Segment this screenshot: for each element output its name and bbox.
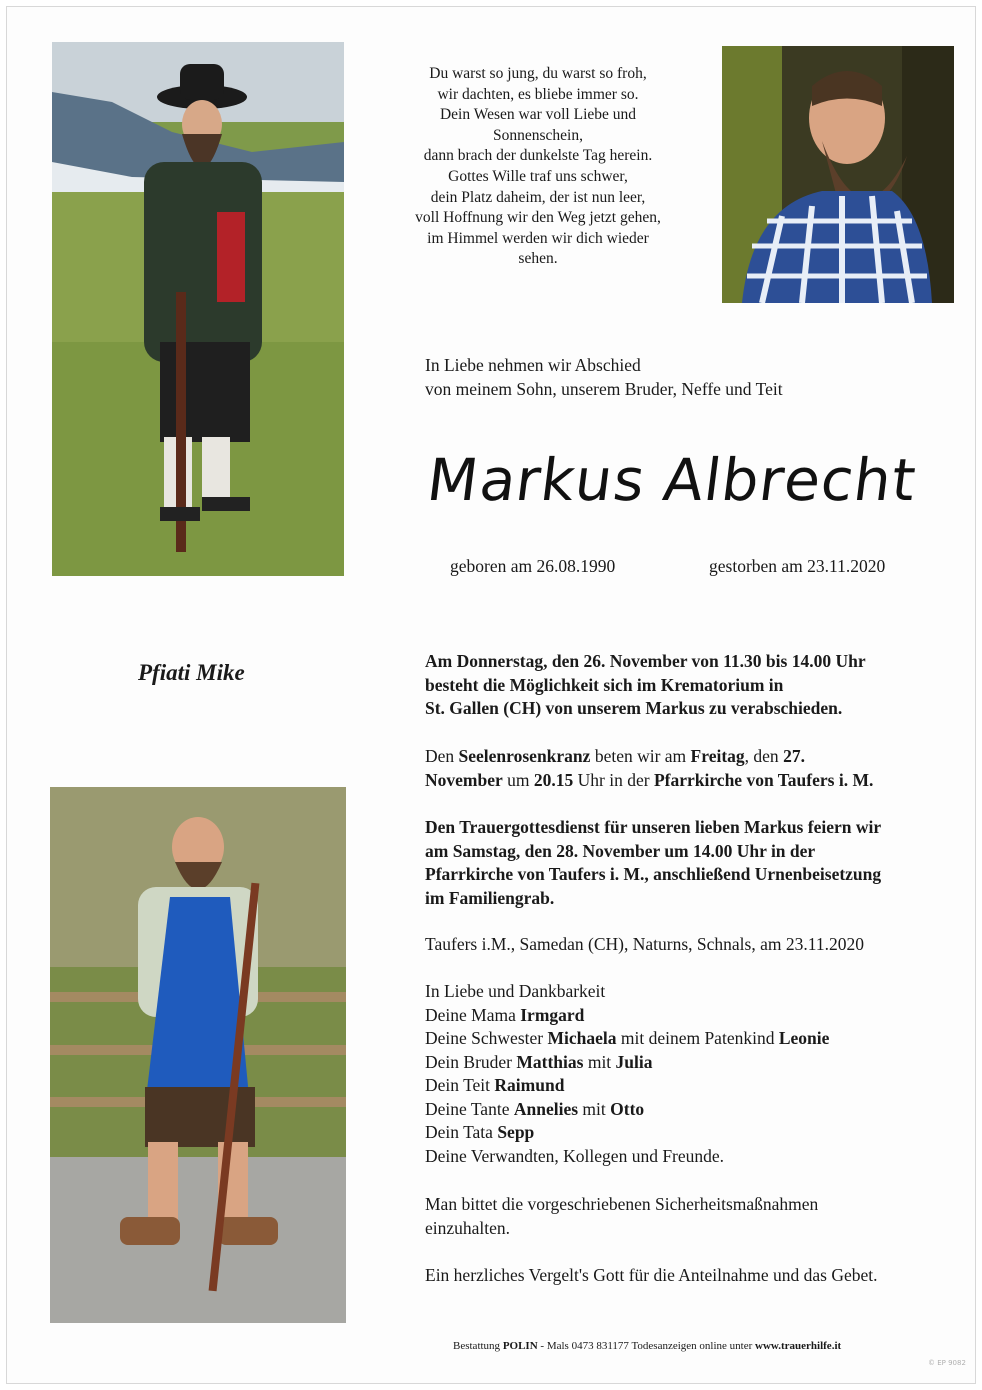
poem-line: dann brach der dunkelste Tag herein.	[423, 147, 653, 165]
info-line: besteht die Möglichkeit sich im Krematorium in	[425, 674, 784, 695]
mourner-line	[425, 1098, 955, 1122]
deceased-name: Markus Albrecht	[425, 446, 918, 514]
farewell-note: Pfiati Mike	[138, 660, 245, 685]
poem-line: voll Hoffnung wir den Weg jetzt gehen,	[415, 209, 661, 227]
text: Dein Bruder	[425, 1051, 517, 1072]
mourner-line	[425, 1027, 955, 1051]
photo-illustration	[52, 42, 344, 576]
text: 27.	[783, 746, 805, 766]
text: beten wir am	[590, 746, 691, 766]
text: - Mals 0473 831177 Todesanzeigen online unter	[537, 1340, 756, 1352]
text: Seelenrosenkranz	[458, 746, 591, 766]
text: mit	[583, 1051, 616, 1072]
mourners-opening: In Liebe und Dankbarkeit	[425, 981, 606, 1001]
text: Dein Tata	[425, 1122, 498, 1142]
portrait-photo-traditional-costume	[52, 42, 344, 576]
rosary-info	[425, 745, 955, 792]
mourner-name: Leonie	[778, 1028, 830, 1048]
birth-date: geboren am 26.08.1990	[450, 556, 616, 576]
poem-line: Gottes Wille traf uns schwer,	[448, 167, 628, 185]
poem-line: Dein Wesen war voll Liebe und	[439, 106, 637, 124]
text: mit	[578, 1098, 611, 1119]
website-link[interactable]: www.trauerhilfe.it	[755, 1340, 842, 1352]
notice-line: einzuhalten.	[425, 1217, 511, 1238]
mourner-line	[425, 1051, 955, 1075]
text: Dein Teit	[425, 1075, 495, 1095]
thanks-note: Ein herzliches Vergelt's Gott für die Anteilnahme und das Gebet.	[425, 1265, 878, 1285]
text: Freitag	[690, 746, 745, 766]
photo-illustration	[50, 787, 346, 1323]
text: Den	[425, 746, 459, 766]
text: November	[425, 769, 503, 790]
safety-notice	[425, 1193, 955, 1240]
mourner-name: Matthias	[516, 1051, 584, 1072]
mourner-name: Raimund	[494, 1075, 565, 1095]
text: , den	[744, 746, 784, 766]
poem-line: dein Platz daheim, der ist nun leer,	[430, 188, 646, 206]
death-date: gestorben am 23.11.2020	[709, 556, 886, 576]
mourners-closing: Deine Verwandten, Kollegen und Freunde.	[425, 1145, 725, 1166]
text: Deine Tante	[425, 1098, 514, 1119]
portrait-photo-hiking	[50, 787, 346, 1323]
text: mit deinem Patenkind	[616, 1028, 779, 1048]
viewing-info	[425, 650, 955, 721]
poem-line: sehen.	[518, 250, 558, 268]
text: um	[502, 769, 534, 790]
mourner-line	[425, 1004, 955, 1028]
text: 20.15	[533, 769, 574, 790]
poem-line: Du warst so jung, du warst so froh,	[429, 65, 647, 82]
info-line: Den Trauergottesdienst für unseren lieben Markus feiern wir	[425, 817, 882, 837]
info-line: Pfarrkirche von Taufers i. M., anschließend Urnenbeisetzung	[425, 864, 882, 884]
text: Deine Mama	[425, 1004, 521, 1025]
notice-line: Man bittet die vorgeschriebenen Sicherheitsmaßnahmen	[425, 1194, 819, 1214]
funeral-service-info	[425, 816, 955, 910]
info-line: im Familiengrab.	[425, 887, 555, 908]
place-and-date: Taufers i.M., Samedan (CH), Naturns, Schnals, am 23.11.2020	[425, 934, 864, 954]
mourner-name: Otto	[610, 1098, 645, 1119]
poem	[388, 64, 688, 270]
info-line	[425, 745, 955, 769]
info-line: Am Donnerstag, den 26. November von 11.30 bis 14.00 Uhr	[425, 651, 866, 671]
mourner-name: Michaela	[547, 1028, 617, 1048]
mourner-line	[425, 1074, 955, 1098]
mourner-name: Annelies	[513, 1098, 579, 1119]
mourner-name: Sepp	[497, 1122, 535, 1142]
mourners-list	[425, 980, 955, 1168]
poem-line: wir dachten, es bliebe immer so.	[437, 85, 639, 103]
text: Pfarrkirche von Taufers i. M.	[653, 769, 874, 790]
poem-line: im Himmel werden wir dich wieder	[427, 229, 649, 247]
text: Bestattung	[453, 1340, 503, 1352]
funeral-home-footer	[453, 1340, 841, 1352]
poem-line: Sonnenschein,	[493, 126, 583, 144]
info-line	[425, 769, 955, 793]
intro-line: In Liebe nehmen wir Abschied	[425, 355, 641, 375]
mourner-name: Irmgard	[520, 1004, 585, 1025]
farewell-intro	[425, 353, 783, 401]
portrait-photo-checked-shirt	[722, 46, 954, 303]
text: Uhr in der	[573, 769, 654, 790]
info-line: am Samstag, den 28. November um 14.00 Uhr in der	[425, 840, 816, 861]
mourner-name: Julia	[615, 1051, 653, 1072]
photo-illustration	[722, 46, 954, 303]
info-line: St. Gallen (CH) von unserem Markus zu verabschieden.	[425, 698, 843, 718]
intro-line: von meinem Sohn, unserem Bruder, Neffe und Teit	[425, 379, 783, 399]
text: Deine Schwester	[425, 1028, 548, 1048]
mourner-line	[425, 1121, 955, 1145]
print-code: © EP 9082	[928, 1359, 966, 1367]
funeral-home-name: POLIN	[502, 1340, 538, 1352]
